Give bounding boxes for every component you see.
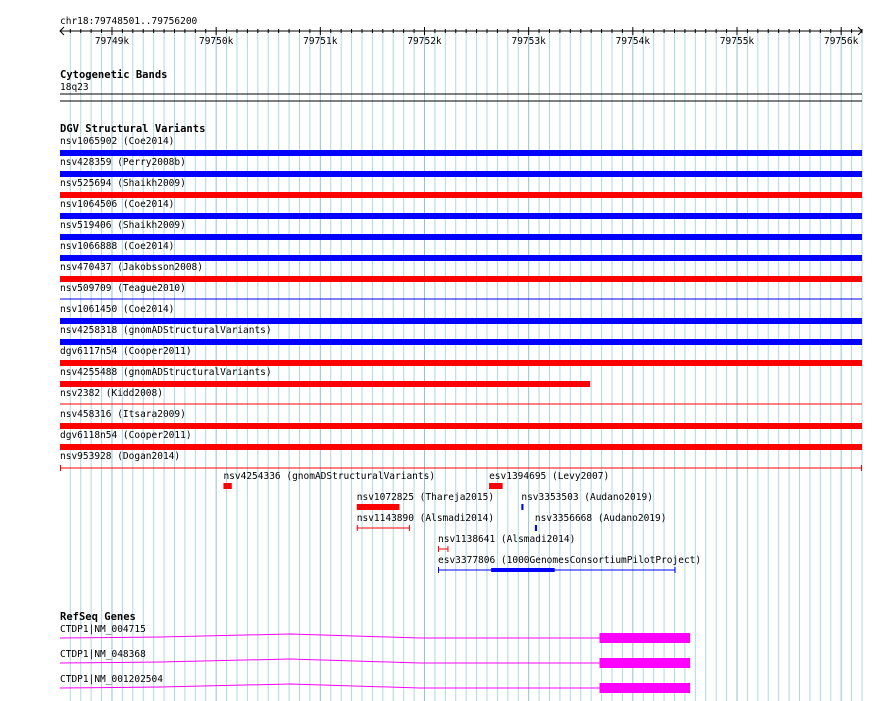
dgv-variant-label: dgv6117n54 (Cooper2011) [60, 346, 192, 357]
gene-label: CTDP1|NM_048368 [60, 649, 146, 660]
dgv-variant-bar [60, 234, 862, 240]
dgv-feature-bar [223, 483, 231, 489]
dgv-variant-label: nsv519406 (Shaikh2009) [60, 220, 186, 231]
ruler-tick-label: 79755k [719, 36, 755, 47]
dgv-variant-label: nsv458316 (Itsara2009) [60, 409, 186, 420]
scale-ruler [60, 27, 862, 47]
dgv-variant-label: nsv2382 (Kidd2008) [60, 388, 163, 399]
dgv-feature-label: nsv1072825 (Thareja2015) [356, 492, 495, 503]
dgv-variant-label: dgv6118n54 (Cooper2011) [60, 430, 192, 441]
dgv-variant-bar [60, 339, 862, 345]
dgv-variant-bar [60, 444, 862, 450]
dgv-feature-label: nsv3356668 (Audano2019) [534, 513, 667, 524]
dgv-variant-bar [60, 192, 862, 198]
dgv-variant-bar [60, 360, 862, 366]
dgv-variant-label: nsv1066888 (Coe2014) [60, 241, 175, 252]
dgv-variant-bar [60, 423, 862, 429]
dgv-feature-label: nsv1138641 (Alsmadi2014) [438, 534, 576, 545]
dgv-variant-label: nsv953928 (Dogan2014) [60, 451, 181, 462]
cytoband-label: 18q23 [60, 82, 89, 93]
dgv-variant-label: nsv4258318 (gnomADStructuralVariants) [60, 325, 272, 336]
refseq-track-title: RefSeq Genes [60, 611, 136, 623]
dgv-variant-label: nsv1065902 (Coe2014) [60, 136, 175, 147]
dgv-feature-bar [489, 483, 503, 489]
gene-label: CTDP1|NM_004715 [60, 624, 146, 635]
ruler-tick-label: 79756k [824, 36, 859, 47]
ruler-tick-label: 79754k [615, 36, 650, 47]
dgv-feature-bar [521, 504, 523, 510]
dgv-track-title: DGV Structural Variants [60, 123, 206, 135]
dgv-variant-label: nsv525694 (Shaikh2009) [60, 178, 186, 189]
gene-exon [599, 683, 690, 693]
dgv-feature-label: esv3377806 (1000GenomesConsortiumPilotProject) [438, 555, 702, 566]
ruler-tick-label: 79750k [198, 36, 234, 47]
refseq-genes [60, 624, 690, 693]
gene-exon [599, 658, 690, 668]
cytoband-track-title: Cytogenetic Bands [60, 69, 168, 81]
dgv-feature-label: nsv4254336 (gnomADStructuralVariants) [223, 471, 436, 482]
dgv-variant-bar [60, 171, 862, 177]
dgv-variant-bar [60, 276, 862, 282]
dgv-variant-bar [60, 255, 862, 261]
region-label: chr18:79748501..79756200 [60, 16, 198, 27]
dgv-feature-label: esv1394695 (Levy2007) [489, 471, 610, 482]
dgv-variant-label: nsv470437 (Jakobsson2008) [60, 262, 203, 273]
dgv-variant-label: nsv1061450 (Coe2014) [60, 304, 175, 315]
ruler-tick-label: 79752k [407, 36, 442, 47]
dgv-small-features [223, 471, 701, 573]
dgv-full-rows [60, 136, 862, 471]
dgv-variant-label: nsv1064506 (Coe2014) [60, 199, 175, 210]
dgv-variant-bar [60, 213, 862, 219]
ruler-tick-label: 79749k [94, 36, 130, 47]
ruler-tick-label: 79751k [303, 36, 338, 47]
dgv-variant-bar [60, 150, 862, 156]
dgv-variant-bar [60, 381, 590, 387]
dgv-variant-label: nsv509709 (Teague2010) [60, 283, 186, 294]
dgv-feature-bar [357, 504, 400, 510]
dgv-variant-bar [60, 318, 862, 324]
dgv-variant-label: nsv4255488 (gnomADStructuralVariants) [60, 367, 272, 378]
dgv-feature-bar [535, 525, 537, 531]
dgv-feature-bar [491, 568, 555, 572]
dgv-feature-label: nsv3353503 (Audano2019) [521, 492, 653, 503]
gene-exon [599, 633, 690, 643]
dgv-feature-label: nsv1143890 (Alsmadi2014) [356, 513, 495, 524]
dgv-variant-label: nsv428359 (Perry2008b) [60, 157, 186, 168]
ruler-tick-label: 79753k [511, 36, 546, 47]
gene-label: CTDP1|NM_001202504 [60, 674, 163, 685]
